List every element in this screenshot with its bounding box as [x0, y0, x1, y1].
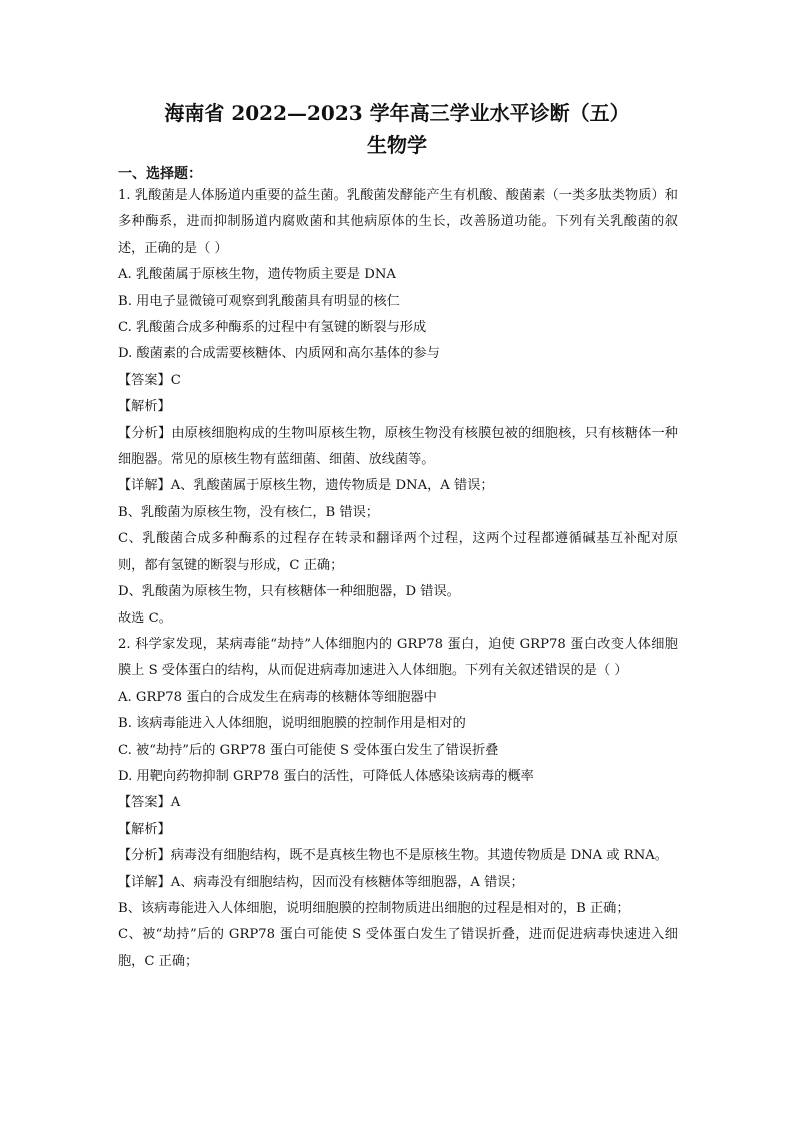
analysis-label: 【解析】: [118, 821, 171, 837]
analysis-label: 【解析】: [118, 399, 171, 415]
question-stem: 1. 乳酸菌是人体肠道内重要的益生菌。乳酸菌发酵能产生有机酸、酸菌素（一类多肽类物质）和多种酶系，进而抑制肠道内腐败菌和其他病原体的生长，改善肠道功能。下列有关乳酸菌的叙述，正确的是（ ）: [118, 188, 678, 256]
question-stem: 2. 科学家发现，某病毒能“劫持”人体细胞内的 GRP78 蛋白，迫使 GRP78 蛋白改变人体细胞膜上 S 受体蛋白的结构，从而促进病毒加速进入人体细胞。下列有关叙述错误的是（ ）: [118, 636, 678, 679]
detail-line: 【详解】A、病毒没有细胞结构，因而没有核糖体等细胞器，A 错误；: [118, 874, 524, 890]
option-b: B. 用电子显微镜可观察到乳酸菌具有明显的核仁: [118, 293, 400, 309]
option-c: C. 乳酸菌合成多种酶系的过程中有氢键的断裂与形成: [118, 320, 427, 336]
detail-line: C、乳酸菌合成多种酶系的过程存在转录和翻译两个过程，这两个过程都遵循碱基互补配对原则，都有氢键的断裂与形成，C 正确；: [118, 531, 678, 573]
detail-line: C、被“劫持”后的 GRP78 蛋白可能使 S 受体蛋白发生了错误折叠，进而促进病毒快速进入细胞，C 正确；: [118, 927, 678, 969]
detail-line: D、乳酸菌为原核生物，只有核糖体一种细胞器，D 错误。: [118, 584, 460, 600]
answer: 【答案】A: [118, 795, 181, 811]
document-title: 海南省 2022—2023 学年高三学业水平诊断（五）: [164, 101, 630, 125]
option-c: C. 被“劫持”后的 GRP78 蛋白可能使 S 受体蛋白发生了错误折叠: [118, 742, 499, 758]
detail-line: B、乳酸菌为原核生物，没有核仁，B 错误；: [118, 504, 379, 520]
detail-line: 【详解】A、乳酸菌属于原核生物，遗传物质是 DNA，A 错误；: [118, 478, 494, 494]
option-b: B. 该病毒能进入人体细胞，说明细胞膜的控制作用是相对的: [118, 716, 466, 732]
detail-line: B、该病毒能进入人体细胞，说明细胞膜的控制物质进出细胞的过程是相对的，B 正确；: [118, 900, 630, 916]
document-subject: 生物学: [367, 133, 427, 157]
conclusion-line: 故选 C。: [118, 610, 172, 626]
option-a: A. 乳酸菌属于原核生物，遗传物质主要是 DNA: [118, 267, 396, 283]
document-body: [118, 183, 678, 975]
option-d: D. 酸菌素的合成需要核糖体、内质网和高尔基体的参与: [118, 346, 440, 362]
question-1: [118, 183, 678, 632]
question-2: [118, 632, 678, 975]
option-a: A. GRP78 蛋白的合成发生在病毒的核糖体等细胞器中: [118, 689, 437, 705]
analysis-text: 【分析】由原核细胞构成的生物叫原核生物，原核生物没有核膜包被的细胞核，只有核糖体一种细胞器。常见的原核生物有蓝细菌、细菌、放线菌等。: [118, 425, 678, 468]
option-d: D. 用靶向药物抑制 GRP78 蛋白的活性，可降低人体感染该病毒的概率: [118, 768, 534, 784]
section-heading: 一、选择题：: [118, 166, 202, 182]
answer: 【答案】C: [118, 372, 181, 388]
analysis-text: 【分析】病毒没有细胞结构，既不是真核生物也不是原核生物。其遗传物质是 DNA 或 RNA。: [118, 848, 668, 864]
